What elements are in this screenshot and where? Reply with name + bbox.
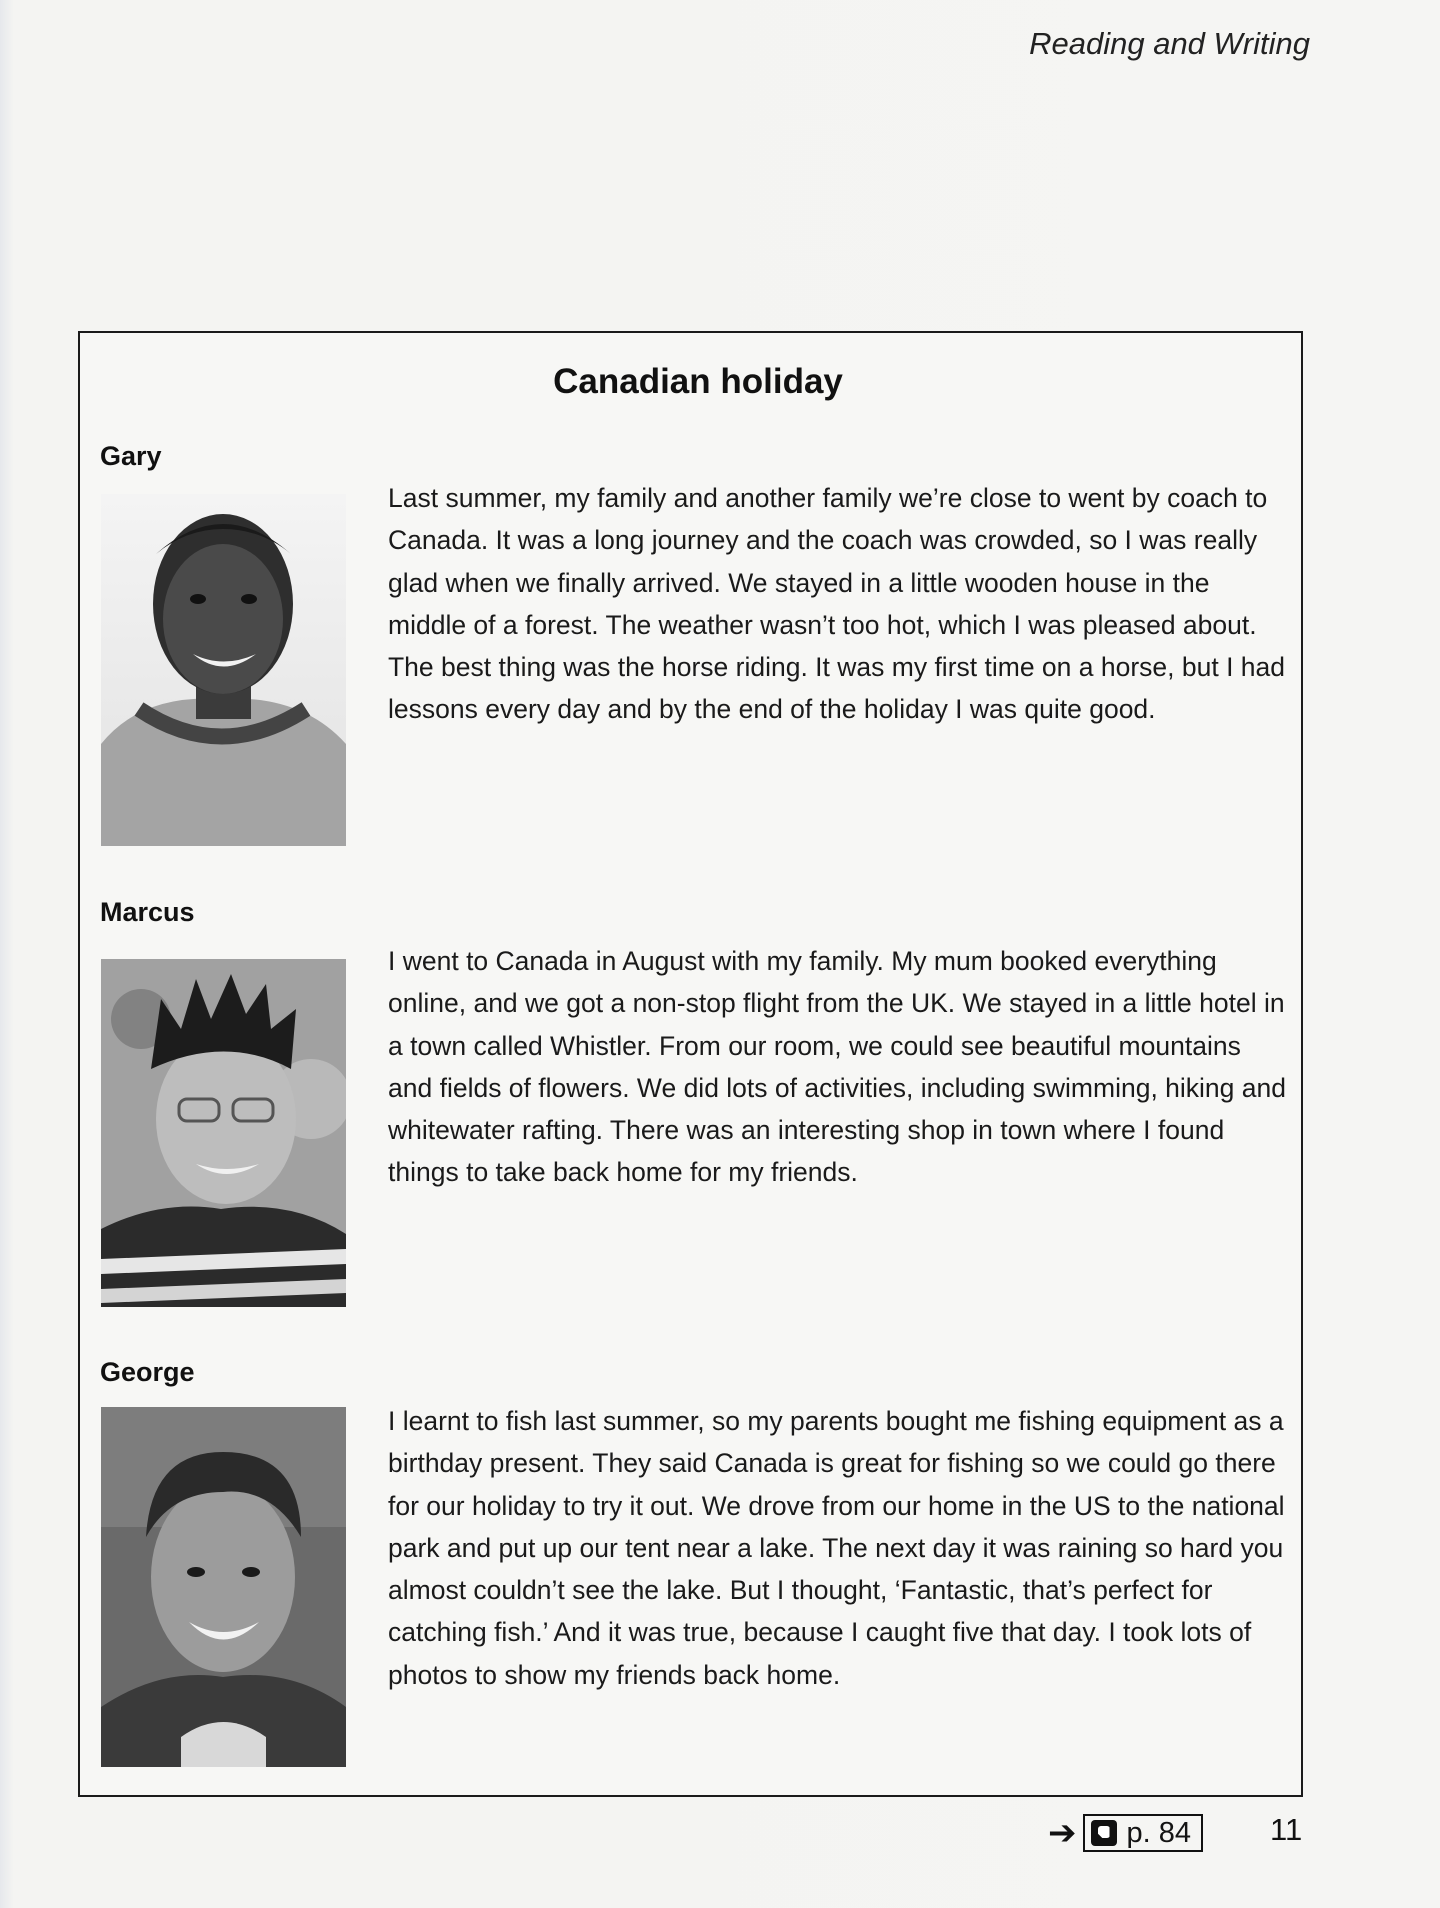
- entry-text-george: I learnt to fish last summer, so my parents bought me fishing equipment as a birthday present. They said Canada is great for fishing so we could go there for our holiday to try it out. We drove from our home in the US to the national park and put up our tent near a lake. The next day it was raining so hard you almost couldn’t see the lake. But I thought, ‘Fantastic, that’s perfect for catching fish.’ And it was true, because I caught five that day. I took lots of photos to show my friends back home.: [388, 1406, 1285, 1690]
- page-number: 11: [1270, 1812, 1303, 1847]
- entry-name-gary: Gary: [100, 441, 162, 471]
- right-arrow-icon: ➔: [1048, 1814, 1077, 1852]
- running-head: Reading and Writing: [1029, 26, 1310, 61]
- portrait-image: [101, 959, 346, 1307]
- entry-text-gary: Last summer, my family and another family we’re close to went by coach to Canada. It was a long journey and the coach was crowded, so I was really glad when we finally arrived. We stayed in a little wooden house in the middle of a forest. The weather wasn’t too hot, which I was pleased about. The best thing was the horse riding. It was my first time on a horse, but I had lessons every day and by the end of the holiday I was quite good.: [388, 483, 1286, 725]
- reference-page: p. 84: [1126, 1816, 1191, 1849]
- article-title: Canadian holiday: [553, 362, 843, 401]
- portrait-image: [101, 494, 346, 846]
- entry-name-george: George: [100, 1357, 195, 1387]
- entry-name-marcus: Marcus: [100, 897, 195, 927]
- photo-gary: [101, 494, 346, 846]
- portrait-image: [101, 1407, 346, 1767]
- photo-george: [101, 1407, 346, 1767]
- cross-reference: [1048, 1812, 1203, 1854]
- photo-marcus: [101, 959, 346, 1307]
- reference-box: [1083, 1814, 1204, 1852]
- entry-text-marcus: I went to Canada in August with my family. My mum booked everything online, and we got a non-stop flight from the UK. We stayed in a little hotel in a town called Whistler. From our room, we could see beautiful mountains and fields of flowers. We did lots of activities, including swimming, hiking and whitewater rafting. There was an interesting shop in town where I found things to take back home for my friends.: [388, 946, 1286, 1188]
- speech-bubble-icon: [1091, 1820, 1117, 1846]
